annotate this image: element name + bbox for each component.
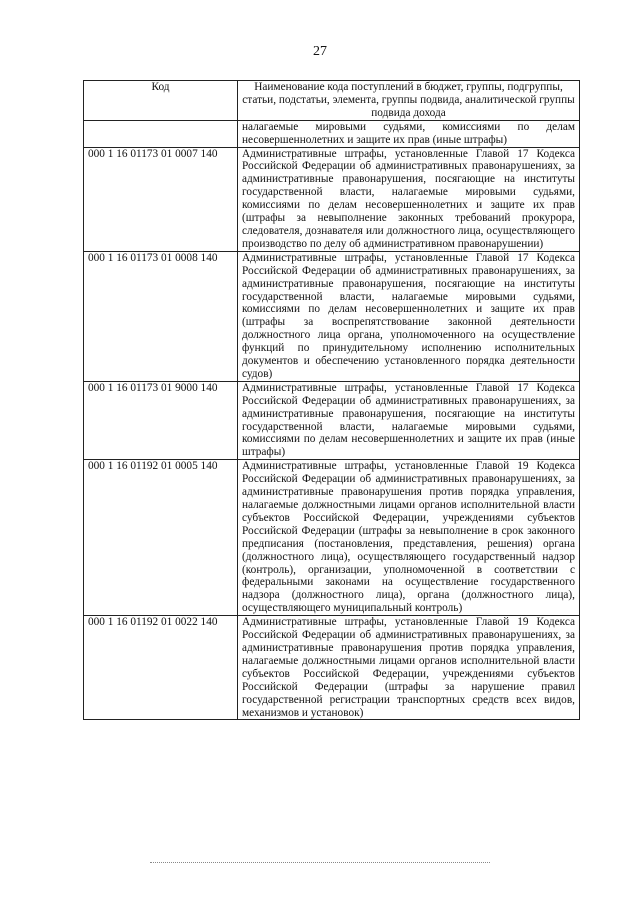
row-description: Административные штрафы, установленные Главой 17 Кодекса Российской Федерации об административных правонарушениях, за административные правонарушения, посягающие на институты государственной власти, налагаемые мировыми судьями, комиссиями по делам несовершеннолетних и защите их прав (иные штрафы) [238, 381, 580, 459]
page-number: 27 [313, 44, 327, 59]
row-code: 000 1 16 01192 01 0022 140 [84, 616, 238, 720]
row-description: Административные штрафы, установленные Главой 17 Кодекса Российской Федерации об административных правонарушениях, за административные правонарушения, посягающие на институты государственной власти, налагаемые мировыми судьями, комиссиями по делам несовершеннолетних и защите их прав (штрафы за невыполнение законных требований прокурора, следователя, дознавателя или должностного лица, осуществляющего производство по делу об административном правонарушении) [238, 147, 580, 251]
continuation-text: налагаемые мировыми судьями, комиссиями по делам несовершеннолетних и защите их прав (иные штрафы) [238, 120, 580, 147]
row-code: 000 1 16 01173 01 0008 140 [84, 251, 238, 381]
table-row [84, 251, 580, 381]
row-description: Административные штрафы, установленные Главой 19 Кодекса Российской Федерации об административных правонарушениях, за административные правонарушения против порядка управления, налагаемые должностными лицами органов исполнительной власти субъектов Российской Федерации, учреждениями субъектов Российской Федерации (штрафы за невыполнение в срок законного предписания (постановления, представления, решения) органа (должностного лица), осуществляющего государственный надзор (контроль), организации, уполномоченной в соответствии с федеральными законами на осуществление государственного надзора (должностного лица), органа (должностного лица), осуществляющего муниципальный контроль) [238, 460, 580, 616]
revenue-codes-table [83, 80, 580, 720]
header-name: Наименование кода поступлений в бюджет, группы, подгруппы, статьи, подстатьи, элемента, группы подвида, аналитической группы подвида дохода [238, 81, 580, 121]
table-row [84, 460, 580, 616]
header-code: Код [84, 81, 238, 121]
table-row [84, 147, 580, 251]
table-row [84, 616, 580, 720]
row-code: 000 1 16 01173 01 9000 140 [84, 381, 238, 459]
footer-divider [150, 862, 490, 863]
row-code: 000 1 16 01173 01 0007 140 [84, 147, 238, 251]
table-header-row [84, 81, 580, 121]
row-description: Административные штрафы, установленные Главой 19 Кодекса Российской Федерации об административных правонарушениях, за административные правонарушения против порядка управления, налагаемые должностными лицами органов исполнительной власти субъектов Российской Федерации, учреждениями субъектов Российской Федерации (штрафы за нарушение правил государственной регистрации транспортных средств всех видов, механизмов и установок) [238, 616, 580, 720]
table-row [84, 381, 580, 459]
row-description: Административные штрафы, установленные Главой 17 Кодекса Российской Федерации об административных правонарушениях, за административные правонарушения, посягающие на институты государственной власти, налагаемые мировыми судьями, комиссиями по делам несовершеннолетних и защите их прав (штрафы за воспрепятствование законной деятельности должностного лица органа, уполномоченного на осуществление функций по принудительному исполнению исполнительных документов и обеспечению установленного порядка деятельности судов) [238, 251, 580, 381]
row-code: 000 1 16 01192 01 0005 140 [84, 460, 238, 616]
continuation-code-cell [84, 120, 238, 147]
continuation-row [84, 120, 580, 147]
